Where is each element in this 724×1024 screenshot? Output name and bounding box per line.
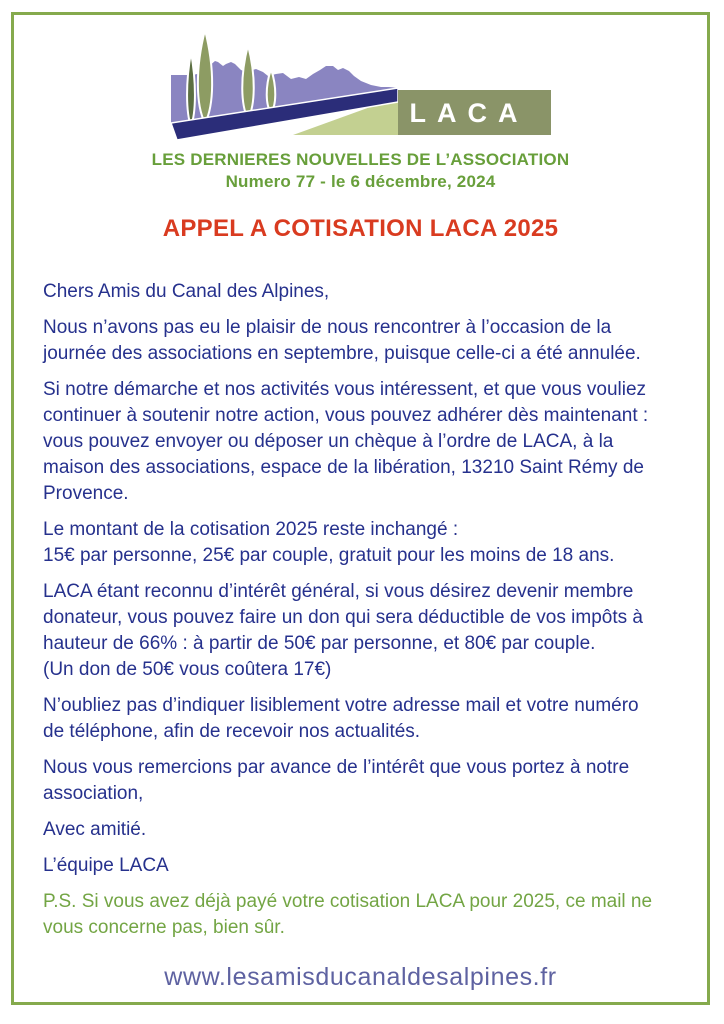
body-paragraph: N’oubliez pas d’indiquer lisiblement votre adresse mail et votre numéro de téléphone, afin de recevoir nos actualités. — [43, 695, 639, 742]
body-paragraph: L’équipe LACA — [43, 855, 169, 876]
website-link[interactable]: www.lesamisducanaldesalpines.fr — [164, 963, 557, 991]
newsletter-heading — [14, 149, 707, 193]
body-paragraph: Avec amitié. — [43, 819, 147, 840]
postscript: P.S. Si vous avez déjà payé votre cotisation LACA pour 2025, ce mail ne vous concerne pas, bien sûr. — [43, 891, 653, 938]
page-border-frame — [11, 12, 710, 1005]
letter-body — [43, 279, 681, 941]
body-paragraph: Nous n’avons pas eu le plaisir de nous rencontrer à l’occasion de la journée des associations en septembre, puisque celle-ci a été annulée. — [43, 317, 641, 364]
cypress-tree-dark-icon — [187, 52, 195, 126]
page-title: APPEL A COTISATION LACA 2025 — [162, 215, 559, 242]
newsletter-heading-line1: LES DERNIERES NOUVELLES DE L’ASSOCIATION — [151, 150, 570, 169]
laca-logo — [14, 27, 707, 142]
cypress-tree-icon — [197, 30, 211, 123]
newsletter-issue-line: Numero 77 - le 6 décembre, 2024 — [225, 172, 496, 191]
body-paragraph: LACA étant reconnu d’intérêt général, si vous désirez devenir membre donateur, vous pouvez faire un don qui sera déductible de vos impôts à hauteur de 66% : à partir de 50€ par personne, et 80€ par couple. (Un don de 50€ vous coûtera 17€) — [43, 581, 643, 680]
laca-acronym: LACA — [409, 98, 528, 128]
body-paragraph: Nous vous remercions par avance de l’intérêt que vous portez à notre association, — [43, 757, 630, 804]
body-paragraph: Si notre démarche et nos activités vous intéressent, et que vous vouliez continuer à soutenir notre action, vous pouvez adhérer dès maintenant : vous pouvez envoyer ou déposer un chèque à l’ordre de LACA, à la maison des associations, espace de la libération, 13210 Saint Rémy de Provence. — [43, 379, 649, 504]
body-paragraph: Chers Amis du Canal des Alpines, — [43, 281, 330, 302]
cypress-tree-icon — [242, 45, 253, 119]
laca-logo-image — [171, 27, 551, 142]
body-paragraph: Le montant de la cotisation 2025 reste inchangé : 15€ par personne, 25€ par couple, gratuit pour les moins de 18 ans. — [43, 519, 615, 566]
letter-paragraphs — [43, 279, 681, 879]
